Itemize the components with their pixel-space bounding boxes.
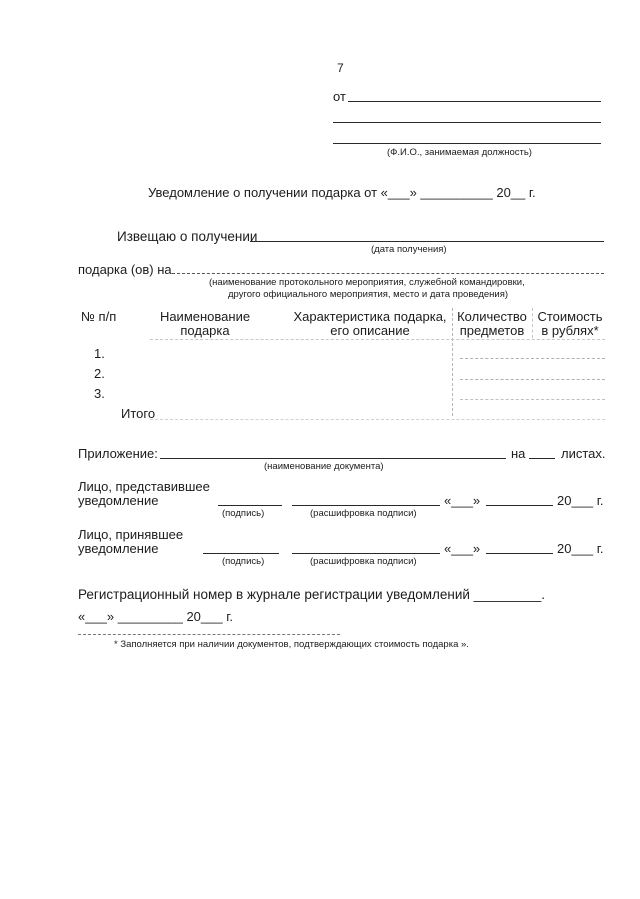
- table-header-line: [150, 339, 605, 340]
- receiver-sign-line: [203, 553, 279, 554]
- submitter-label-2: уведомление: [78, 493, 159, 508]
- col-header-cost-2: в рублях*: [541, 323, 599, 338]
- page-number: 7: [337, 61, 344, 75]
- receipt-date-caption: (дата получения): [371, 244, 447, 255]
- col-header-desc-2: его описание: [330, 323, 410, 338]
- submitter-month-line: [486, 505, 553, 506]
- notify-label: Извещаю о получении: [117, 229, 258, 244]
- attachment-sheets-label: листах.: [561, 446, 606, 461]
- attachment-caption: (наименование документа): [264, 461, 384, 472]
- from-line-1: [348, 101, 601, 102]
- table-row-line: [460, 379, 605, 380]
- event-caption-2: другого официального мероприятия, место и дата проведения): [228, 289, 509, 300]
- submitter-date-open: «___»: [444, 493, 481, 508]
- attachment-sheets-line: [529, 458, 555, 459]
- col-header-qty-1: Количество: [457, 309, 527, 324]
- event-line: [172, 273, 604, 274]
- table-row-line: [460, 358, 605, 359]
- receiver-date-open: «___»: [444, 541, 481, 556]
- receiver-month-line: [486, 553, 553, 554]
- col-header-name-2: подарка: [180, 323, 230, 338]
- col-separator: [452, 308, 453, 416]
- receiver-year: 20___ г.: [557, 541, 604, 556]
- receiver-sign-caption: (подпись): [222, 556, 265, 567]
- col-header-name-1: Наименование: [159, 309, 251, 324]
- table-row-num: 3.: [94, 386, 105, 401]
- col-header-cost-1: Стоимость: [537, 309, 603, 324]
- attachment-line: [160, 458, 506, 459]
- from-line-2: [333, 122, 601, 123]
- from-line-3: [333, 143, 601, 144]
- from-label: от: [333, 89, 346, 104]
- table-row-line: [460, 399, 605, 400]
- fio-caption: (Ф.И.О., занимаемая должность): [387, 147, 532, 158]
- table-total-line: [150, 419, 605, 420]
- col-header-num: № п/п: [81, 309, 117, 324]
- receiver-label-1: Лицо, принявшее: [78, 527, 184, 542]
- col-separator: [532, 308, 533, 338]
- footnote-text: * Заполняется при наличии документов, подтверждающих стоимость подарка ».: [114, 639, 469, 650]
- receiver-label-2: уведомление: [78, 541, 159, 556]
- submitter-label-1: Лицо, представившее: [78, 479, 210, 494]
- submitter-decode-line: [292, 505, 440, 506]
- receiver-decode-caption: (расшифровка подписи): [310, 556, 417, 567]
- event-caption-1: (наименование протокольного мероприятия, служебной командировки,: [209, 277, 525, 288]
- attachment-label: Приложение:: [78, 446, 158, 461]
- receiver-decode-line: [292, 553, 440, 554]
- footnote-separator: [78, 634, 340, 635]
- document-title: Уведомление о получении подарка от «___» __________ 20__ г.: [148, 185, 536, 200]
- col-header-desc-1: Характеристика подарка,: [293, 309, 447, 324]
- table-total-label: Итого: [121, 406, 156, 421]
- registration-label: Регистрационный номер в журнале регистрации уведомлений _________.: [78, 587, 545, 602]
- table-row-num: 2.: [94, 366, 105, 381]
- registration-date: «___» _________ 20___ г.: [78, 609, 233, 624]
- receipt-date-line: [250, 241, 604, 242]
- gifts-label: подарка (ов) на: [78, 262, 172, 277]
- table-row-num: 1.: [94, 346, 105, 361]
- submitter-decode-caption: (расшифровка подписи): [310, 508, 417, 519]
- attachment-on-label: на: [511, 446, 526, 461]
- col-header-qty-2: предметов: [459, 323, 525, 338]
- submitter-sign-line: [218, 505, 282, 506]
- submitter-year: 20___ г.: [557, 493, 604, 508]
- submitter-sign-caption: (подпись): [222, 508, 265, 519]
